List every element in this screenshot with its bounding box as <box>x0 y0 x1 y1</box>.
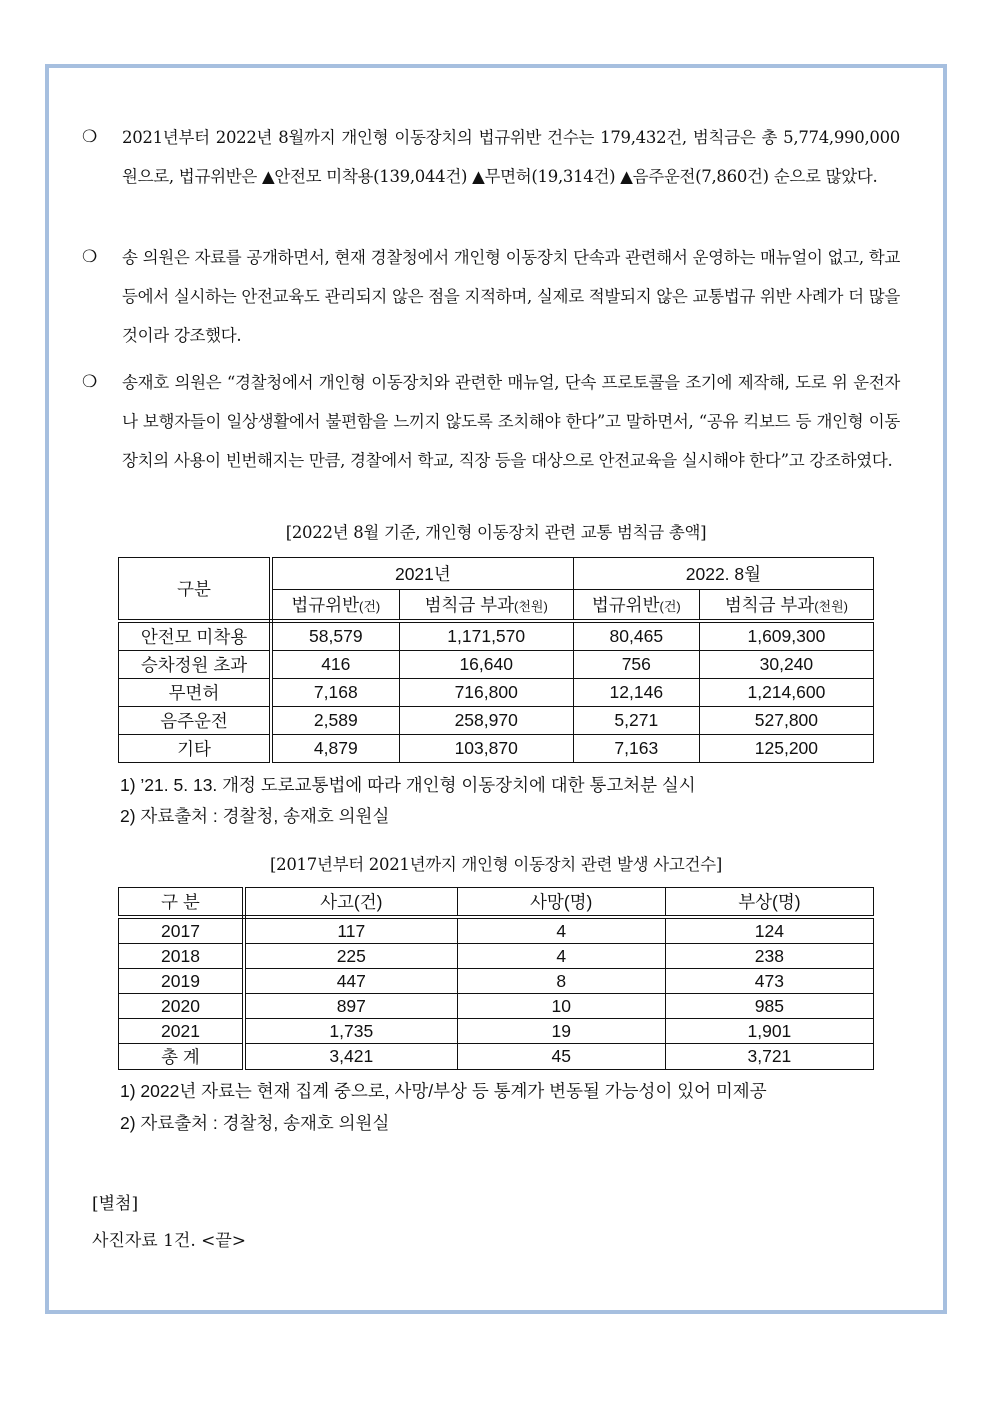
table-row <box>119 917 874 944</box>
table-row <box>119 1019 874 1044</box>
row-label: 2018 <box>119 944 245 969</box>
header-deaths: 사망(명) <box>457 888 665 918</box>
table2-note-1: 1) 2022년 자료는 현재 집계 중으로, 사망/부상 등 통계가 변동될 가능성이 있어 미제공 <box>120 1081 767 1101</box>
row-label: 안전모 미착용 <box>119 621 272 651</box>
table2-caption: [2017년부터 2021년까지 개인형 이동장치 관련 발생 사고건수] <box>270 855 722 874</box>
cell: 10 <box>457 994 665 1019</box>
paragraph-manual-issue <box>82 238 900 355</box>
table1-caption: [2022년 8월 기준, 개인형 이동장치 관련 교통 범칙금 총액] <box>285 523 707 542</box>
table-row <box>119 621 874 651</box>
cell: 447 <box>244 969 457 994</box>
bullet-icon: ❍ <box>82 372 97 392</box>
header-fines-2021: 범칙금 부과(천원) <box>399 590 573 622</box>
cell: 416 <box>271 651 399 679</box>
row-label: 2020 <box>119 994 245 1019</box>
header-group-2021: 2021년 <box>271 558 573 590</box>
cell: 1,171,570 <box>399 621 573 651</box>
cell: 716,800 <box>399 679 573 707</box>
bullet-icon: ❍ <box>82 127 97 147</box>
cell: 7,168 <box>271 679 399 707</box>
row-label: 기타 <box>119 735 272 763</box>
cell: 124 <box>665 917 873 944</box>
cell: 527,800 <box>699 707 873 735</box>
cell: 258,970 <box>399 707 573 735</box>
row-label: 2017 <box>119 917 245 944</box>
row-label: 총 계 <box>119 1044 245 1070</box>
table2-note-2: 2) 자료출처 : 경찰청, 송재호 의원실 <box>120 1113 390 1133</box>
cell: 225 <box>244 944 457 969</box>
paragraph-text: 2021년부터 2022년 8월까지 개인형 이동장치의 법규위반 건수는 179,432건, 범칙금은 총 5,774,990,000원으로, 법규위반은 ▲안전모 미착용(139,044건) ▲무면허(19,314건) ▲음주운전(7,860건) 순으로 많았다. <box>122 128 900 186</box>
header-category: 구 분 <box>119 888 245 918</box>
cell: 103,870 <box>399 735 573 763</box>
table-row <box>119 735 874 763</box>
cell: 756 <box>573 651 699 679</box>
cell: 1,735 <box>244 1019 457 1044</box>
cell: 125,200 <box>699 735 873 763</box>
cell: 7,163 <box>573 735 699 763</box>
table1-note-2: 2) 자료출처 : 경찰청, 송재호 의원실 <box>120 806 390 826</box>
header-accidents: 사고(건) <box>244 888 457 918</box>
cell: 4 <box>457 917 665 944</box>
cell: 897 <box>244 994 457 1019</box>
table-row <box>119 969 874 994</box>
annex-title: [별첨] <box>92 1194 139 1214</box>
header-injuries: 부상(명) <box>665 888 873 918</box>
row-label: 2021 <box>119 1019 245 1044</box>
cell: 16,640 <box>399 651 573 679</box>
table-row <box>119 944 874 969</box>
paragraph-text: 송재호 의원은 “경찰청에서 개인형 이동장치와 관련한 매뉴얼, 단속 프로토콜을 조기에 제작해, 도로 위 운전자나 보행자들이 일상생활에서 불편함을 느끼지 않도록 조치해야 한다”고 말하면서, “공유 킥보드 등 개인형 이동장치의 사용이 빈번해지는 만큼, 경찰에서 학교, 직장 등을 대상으로 안전교육을 실시해야 한다”고 강조하였다. <box>122 373 900 470</box>
table-row <box>119 707 874 735</box>
table-row-total <box>119 1044 874 1070</box>
paragraph-text: 송 의원은 자료를 공개하면서, 현재 경찰청에서 개인형 이동장치 단속과 관련해서 운영하는 매뉴얼이 없고, 학교 등에서 실시하는 안전교육도 관리되지 않은 점을 지적하며, 실제로 적발되지 않은 교통법규 위반 사례가 더 많을 것이라 강조했다. <box>122 248 900 345</box>
accidents-table <box>118 887 874 1070</box>
cell: 80,465 <box>573 621 699 651</box>
cell: 238 <box>665 944 873 969</box>
table-row <box>119 679 874 707</box>
header-category: 구분 <box>119 558 272 622</box>
paragraph-quote <box>82 363 900 480</box>
cell: 985 <box>665 994 873 1019</box>
cell: 3,721 <box>665 1044 873 1070</box>
cell: 473 <box>665 969 873 994</box>
cell: 1,609,300 <box>699 621 873 651</box>
cell: 12,146 <box>573 679 699 707</box>
cell: 4,879 <box>271 735 399 763</box>
fines-table <box>118 557 874 763</box>
cell: 117 <box>244 917 457 944</box>
cell: 45 <box>457 1044 665 1070</box>
cell: 1,214,600 <box>699 679 873 707</box>
cell: 5,271 <box>573 707 699 735</box>
cell: 30,240 <box>699 651 873 679</box>
cell: 4 <box>457 944 665 969</box>
paragraph-violations-summary <box>82 118 900 196</box>
row-label: 승차정원 초과 <box>119 651 272 679</box>
cell: 3,421 <box>244 1044 457 1070</box>
annex-text: 사진자료 1건. <끝> <box>92 1231 247 1251</box>
cell: 1,901 <box>665 1019 873 1044</box>
header-violations-2021: 법규위반(건) <box>271 590 399 622</box>
header-fines-2022: 범칙금 부과(천원) <box>699 590 873 622</box>
cell: 8 <box>457 969 665 994</box>
cell: 2,589 <box>271 707 399 735</box>
header-group-2022: 2022. 8월 <box>573 558 873 590</box>
cell: 19 <box>457 1019 665 1044</box>
table-row <box>119 994 874 1019</box>
row-label: 음주운전 <box>119 707 272 735</box>
header-violations-2022: 법규위반(건) <box>573 590 699 622</box>
bullet-icon: ❍ <box>82 247 97 267</box>
table1-note-1: 1) ’21. 5. 13. 개정 도로교통법에 따라 개인형 이동장치에 대한 통고처분 실시 <box>120 775 696 795</box>
row-label: 무면허 <box>119 679 272 707</box>
table-row <box>119 651 874 679</box>
row-label: 2019 <box>119 969 245 994</box>
cell: 58,579 <box>271 621 399 651</box>
